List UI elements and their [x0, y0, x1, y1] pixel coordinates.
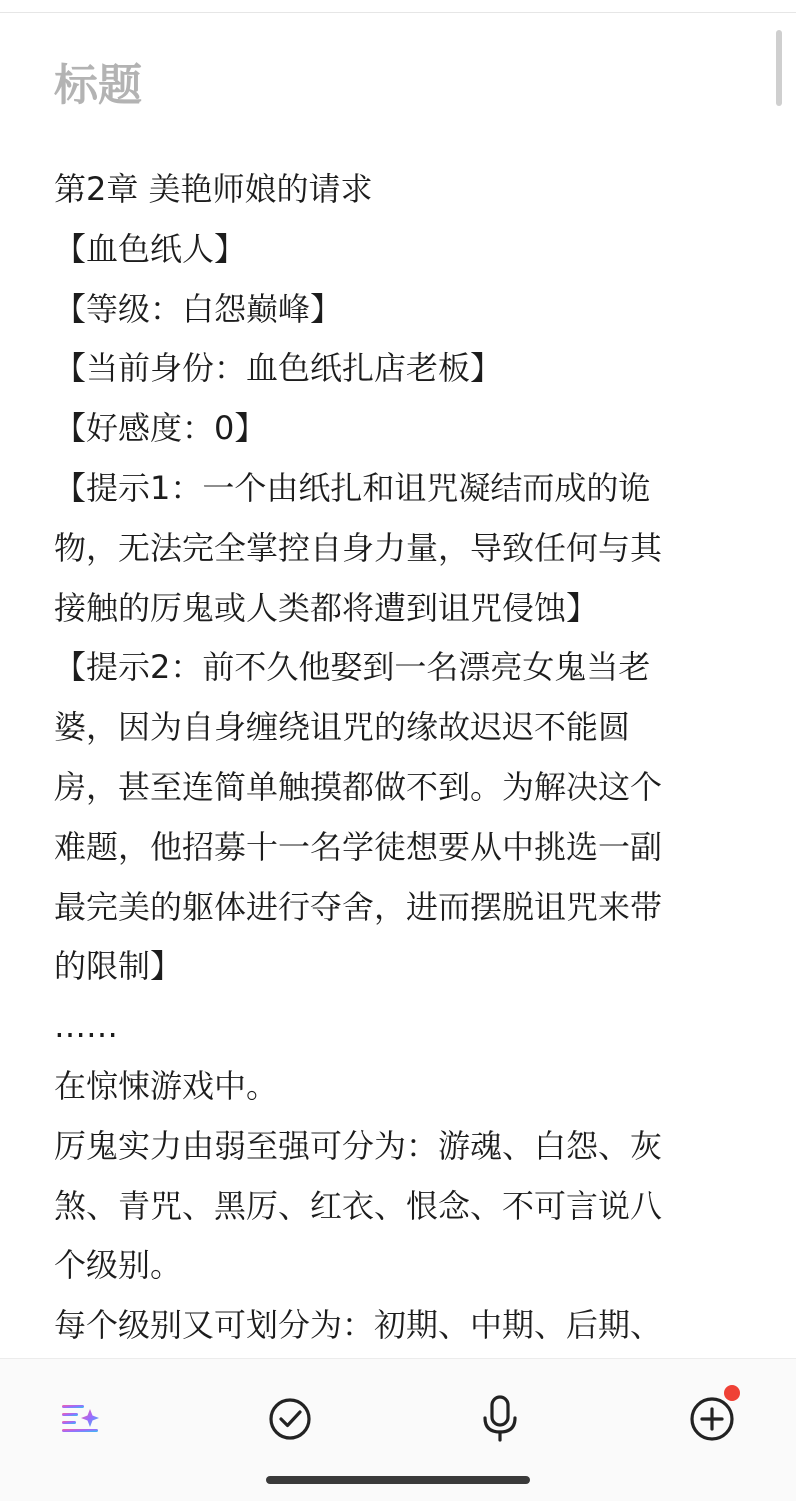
text-line: 煞、青咒、黑厉、红衣、恨念、不可言说八: [54, 1186, 663, 1225]
checklist-icon: [267, 1396, 313, 1442]
text-line: 【提示2：前不久他娶到一名漂亮女鬼当老: [54, 648, 651, 687]
add-icon: [688, 1395, 736, 1443]
notification-badge: [724, 1385, 740, 1401]
top-divider: [0, 12, 796, 13]
text-line: 难题，他招募十一名学徒想要从中挑选一副: [54, 827, 663, 866]
text-line: 【血色纸人】: [54, 229, 247, 268]
title-field[interactable]: 标题: [54, 60, 142, 111]
text-line: 【等级：白怨巅峰】: [54, 289, 343, 328]
text-line: 房，甚至连简单触摸都做不到。为解决这个: [54, 767, 663, 806]
scrollbar[interactable]: [776, 30, 782, 106]
text-line: 【好感度：0】: [54, 409, 267, 448]
text-line: 在惊悚游戏中。: [54, 1066, 279, 1105]
text-line: 婆，因为自身缠绕诅咒的缘故迟迟不能圆: [54, 708, 631, 747]
microphone-icon: [480, 1394, 520, 1444]
text-line: 最完美的躯体进行夺舍，进而摆脱诅咒来带: [54, 887, 663, 926]
text-line: 第2章 美艳师娘的请求: [54, 170, 373, 208]
note-body[interactable]: [54, 160, 744, 1356]
text-line: 接触的厉鬼或人类都将遭到诅咒侵蚀】: [54, 588, 599, 627]
text-line: 厉鬼实力由弱至强可分为：游魂、白怨、灰: [54, 1126, 663, 1165]
text-line: 物，无法完全掌控自身力量，导致任何与其: [54, 528, 663, 567]
text-line: 【提示1：一个由纸扎和诅咒凝结而成的诡: [54, 468, 651, 507]
ai-format-button[interactable]: [50, 1389, 110, 1449]
checklist-button[interactable]: [260, 1389, 320, 1449]
add-button[interactable]: [682, 1389, 742, 1449]
voice-input-button[interactable]: [470, 1389, 530, 1449]
home-indicator[interactable]: [266, 1476, 530, 1484]
text-line: 【当前身份：血色纸扎店老板】: [54, 349, 503, 388]
ai-format-icon: [58, 1397, 102, 1441]
text-line: ……: [54, 1007, 118, 1046]
text-line: 的限制】: [54, 947, 183, 986]
text-line: 每个级别又可划分为：初期、中期、后期、: [54, 1306, 663, 1345]
text-line: 个级别。: [54, 1246, 183, 1285]
